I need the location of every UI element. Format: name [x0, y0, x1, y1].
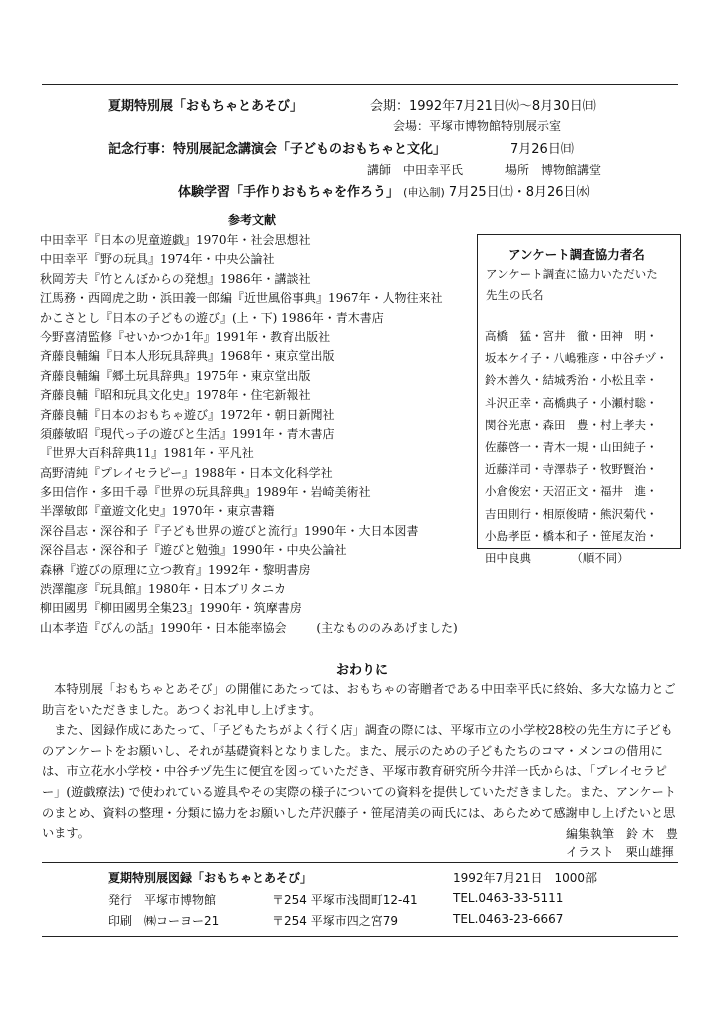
survey-intro: 先生の氏名	[486, 288, 544, 302]
survey-name-row: 田中良典 （順不同）	[485, 550, 629, 565]
publisher: 発行 平塚市博物館	[108, 893, 217, 907]
event-date: 7月26日㈰	[510, 142, 574, 157]
reference-item: 中田幸平『日本の児童遊戯』1970年・社会思想社	[40, 233, 311, 247]
survey-name-row: 鈴木善久・結城秀治・小松且幸・	[485, 373, 658, 388]
survey-name-row: 小島孝臣・橋本和子・笹尾友治・	[485, 528, 658, 543]
survey-name-row: 吉田則行・相原俊晴・熊沢菊代・	[485, 506, 658, 521]
reference-item: 斉藤良輔編『日本人形玩具辞典』1968年・東京堂出版	[40, 349, 335, 364]
closing-body	[42, 679, 684, 844]
reference-item: 多田信作・多田千尋『世界の玩具辞典』1989年・岩崎美術社	[40, 485, 371, 500]
reference-item-last: 山本孝造『びんの話』1990年・日本能率協会	[40, 620, 287, 635]
survey-name-row: 斗沢正幸・高橋典子・小瀬村聡・	[485, 395, 658, 410]
lecture-place: 場所 博物館講堂	[505, 163, 602, 177]
colophon-rule	[42, 862, 678, 863]
reference-item: 『世界大百科辞典11』1981年・平凡社	[40, 446, 254, 461]
references-heading: 参考文献	[228, 213, 277, 227]
references-list	[40, 231, 480, 638]
survey-intro: アンケート調査に協力いただいた	[486, 267, 658, 281]
survey-box	[477, 234, 681, 565]
workshop-note: (申込制)	[403, 186, 445, 199]
closing-heading: おわりに	[336, 663, 389, 678]
printer-tel: TEL.0463-23-6667	[453, 912, 564, 926]
reference-item: 中田幸平『野の玩具』1974年・中央公論社	[40, 252, 275, 267]
workshop-title: 体験学習「手作りおもちゃを作ろう」	[178, 185, 400, 200]
reference-item: 秋岡芳夫『竹とんぼからの発想』1986年・講談社	[40, 271, 311, 286]
reference-item: かこさとし『日本の子どもの遊び』(上・下) 1986年・青木書店	[40, 310, 384, 325]
references-note: (主なもののみあげました)	[316, 620, 458, 635]
bottom-rule	[42, 936, 678, 937]
reference-item: 斉藤良輔『昭和玩具文化史』1978年・住宅新報社	[40, 388, 311, 403]
colophon-date: 1992年7月21日 1000部	[453, 871, 597, 885]
publisher-address: 〒254 平塚市浅間町12-41	[272, 893, 418, 907]
colophon-title: 夏期特別展図録「おもちゃとあそび」	[108, 871, 313, 885]
survey-name-row: 関谷光恵・森田 豊・村上孝夫・	[485, 417, 658, 432]
reference-item: 斉藤良輔編『郷土玩具辞典』1975年・東京堂出版	[40, 368, 311, 383]
survey-name-row: 坂本ケイ子・八嶋雅彦・中谷チヅ・	[485, 351, 668, 366]
reference-item: 森楙『遊びの原理に立つ教育』1992年・黎明書房	[40, 562, 311, 577]
workshop-line	[178, 181, 590, 200]
printer-address: 〒254 平塚市四之宮79	[272, 914, 398, 928]
lecturer: 講師 中田幸平氏	[367, 163, 464, 177]
survey-title: アンケート調査協力者名	[508, 247, 645, 262]
editor-credit: 編集執筆 鈴 木 豊	[566, 827, 678, 841]
survey-names	[485, 325, 680, 569]
event-title: 記念行事：特別展記念講演会「子どものおもちゃと文化」	[108, 142, 447, 157]
reference-item: 高野清純『プレイセラピー』1988年・日本文化科学社	[40, 465, 333, 480]
survey-name-row: 近藤洋司・寺澤恭子・牧野賢治・	[485, 462, 658, 477]
survey-name-row: 小倉俊宏・天沼正文・福井 進・	[485, 484, 658, 499]
reference-item: 半澤敏郎『童遊文化史』1970年・東京書籍	[40, 504, 275, 519]
reference-item: 深谷昌志・深谷和子『遊びと勉強』1990年・中央公論社	[40, 543, 347, 558]
publisher-tel: TEL.0463-33-5111	[453, 891, 564, 905]
printer: 印刷 ㈱コーヨー21	[108, 914, 220, 928]
illustrator-credit: イラスト 栗山雄揮	[566, 845, 674, 859]
reference-item: 江馬務・西岡虎之助・浜田義一郎編『近世風俗事典』1967年・人物往来社	[40, 291, 443, 306]
workshop-date: 7月25日㈯・8月26日㈬	[448, 185, 590, 200]
reference-item: 須藤敏昭『現代っ子の遊びと生活』1991年・青木書店	[40, 426, 335, 441]
closing-paragraph: 本特別展「おもちゃとあそび」の開催にあたっては、おもちゃの寄贈者である中田幸平氏に終始、多大な協力とご助言をいただきました。あつくお礼申し上げます。	[42, 682, 676, 717]
reference-item: 今野喜清監修『せいかつか1年』1991年・教育出版社	[40, 329, 331, 344]
top-rule	[42, 84, 678, 85]
exhibit-period: 会期：1992年7月21日㈫～8月30日㈰	[370, 99, 596, 114]
closing-paragraph: また、図録作成にあたって、「子どもたちがよく行く店」調査の際には、平塚市立の小学校28校の先生方に子どものアンケートをお願いし、それが基礎資料となりました。また、展示のための子どもたちのコマ・メンコの借用には、市立花水小学校・中谷チヅ先生に便宜を図っていただき、平塚市教育研究所今井洋一氏からは、「プレイセラピー」(遊戯療法) で使われている遊具やその実際の様子についての資料を提供していただきました。また、アンケートのまとめ、資料の整理・分類に協力をお願いした芹沢藤子・笹尾清美の両氏には、あらためて感謝申し上げたいと思います。	[42, 723, 676, 841]
survey-name-row: 高橋 猛・宮井 徹・田神 明・	[485, 329, 658, 343]
reference-item: 渋澤龍彦『玩具館』1980年・日本ブリタニカ	[40, 582, 287, 597]
reference-item: 柳田國男『柳田國男全集23』1990年・筑摩書房	[40, 601, 302, 616]
exhibit-venue: 会場：平塚市博物館特別展示室	[393, 119, 562, 133]
survey-name-row: 佐藤啓一・青木一規・山田純子・	[485, 439, 658, 454]
reference-item: 斉藤良輔『日本のおもちゃ遊び』1972年・朝日新聞社	[40, 407, 335, 422]
reference-item	[40, 619, 480, 638]
exhibit-title: 夏期特別展「おもちゃとあそび」	[108, 99, 304, 114]
reference-item: 深谷昌志・深谷和子『子ども世界の遊びと流行』1990年・大日本図書	[40, 523, 419, 538]
